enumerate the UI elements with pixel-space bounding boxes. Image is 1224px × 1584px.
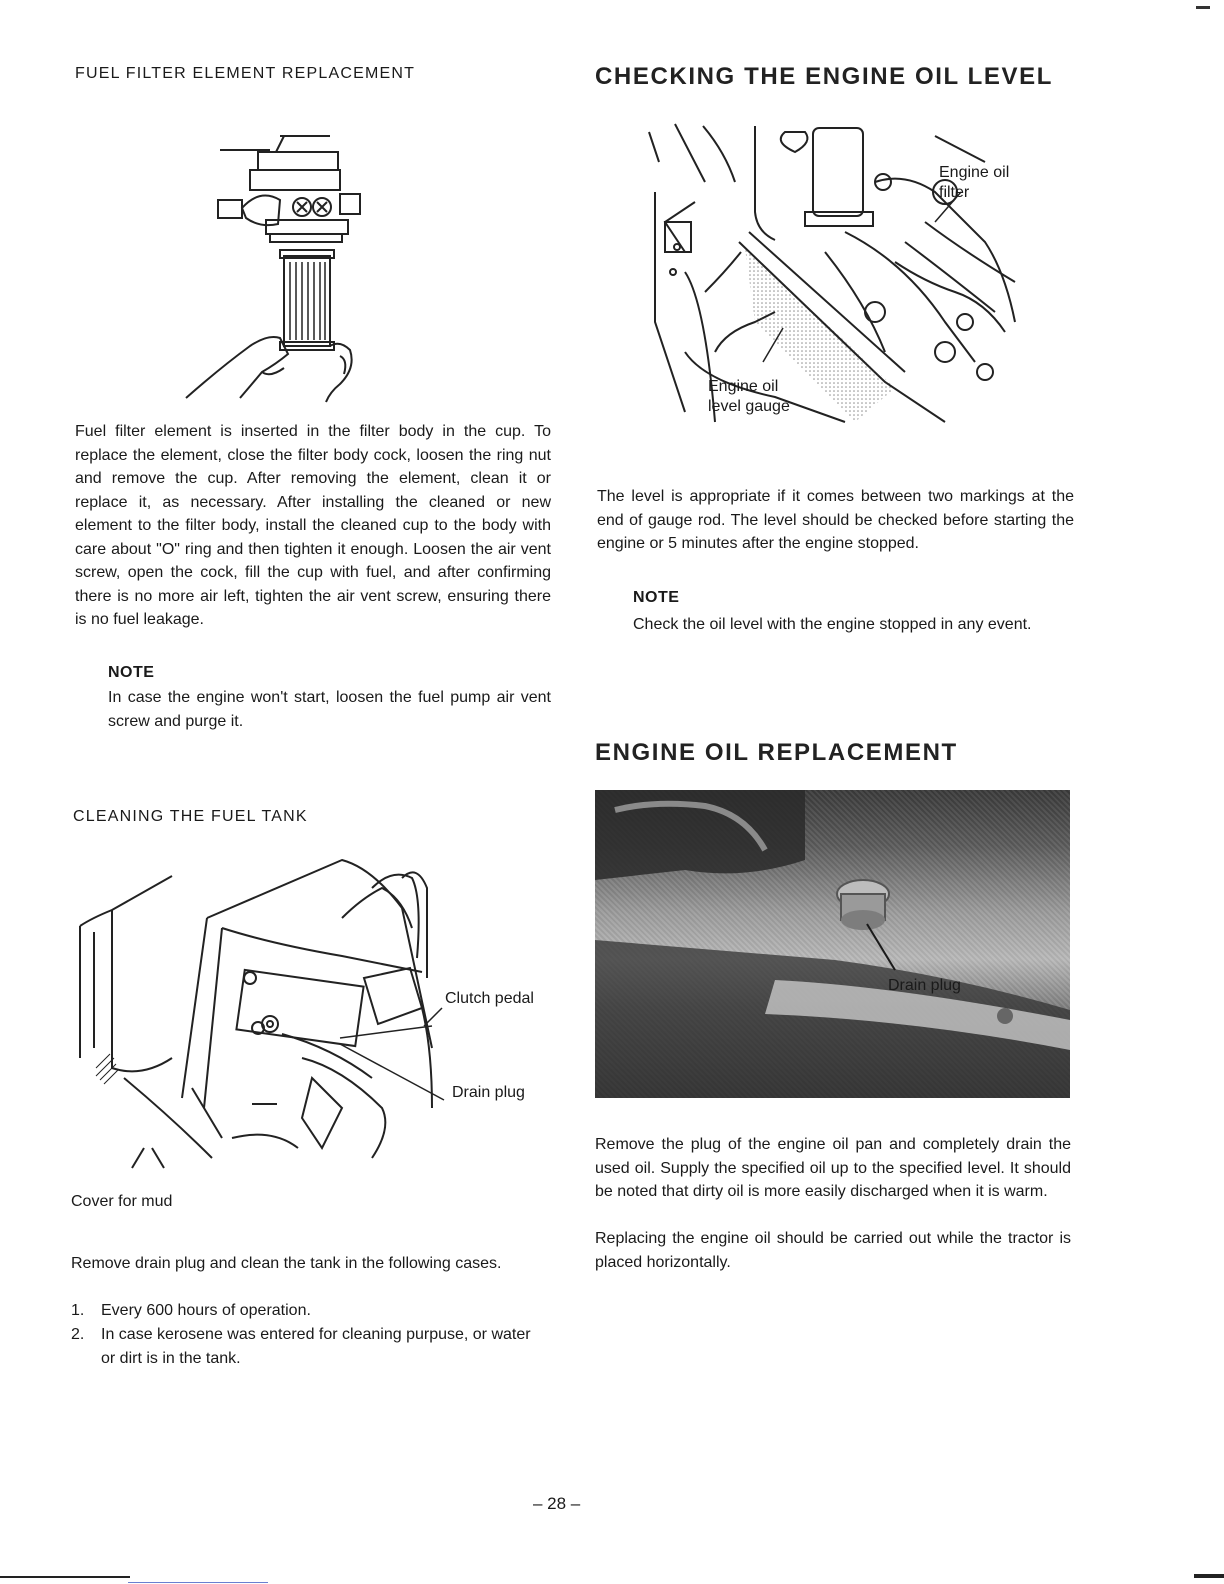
list-item: 2. In case kerosene was entered for cleaning purpuse, or water or dirt is in the tank. [71, 1326, 531, 1367]
fuel-tank-heading: CLEANING THE FUEL TANK [73, 808, 308, 825]
oil-level-heading: CHECKING THE ENGINE OIL LEVEL [595, 63, 1053, 90]
fuel-filter-text: Fuel filter element is inserted in the filter body in the cup. To replace the element, close the filter body cock, loosen the ring nut and remove the cup. After removing the element, clean it or replace it, as necessary. After installing the cleaned or new element to the filter body, install the cleaned cup to the body with care about "O" ring and then tighten it enough. Loosen the air vent screw, open the cock, fill the cup with fuel, and after confirming there is no more air left, tighten the air vent screw, ensuring there is no fuel leakage. [75, 423, 551, 628]
oil-drain-photo-details [595, 790, 1070, 1098]
scan-edge-line [128, 1582, 268, 1583]
oil-replacement-heading: ENGINE OIL REPLACEMENT [595, 739, 958, 766]
fuel-tank-text: Remove drain plug and clean the tank in the following cases. [71, 1255, 502, 1272]
oil-replacement-text-1: Remove the plug of the engine oil pan and completely drain the used oil. Supply the specified oil up to the specified level. It should be noted that dirty oil is more easily discharged when it is warm. [595, 1136, 1071, 1200]
fuel-filter-illustration [180, 128, 380, 413]
oil-drain-photo [595, 790, 1070, 1098]
page-number: – 28 – [533, 1494, 581, 1513]
fuel-filter-note-text: In case the engine won't start, loosen the fuel pump air vent screw and purge it. [108, 689, 551, 730]
tank-drain-plug-label: Drain plug [452, 1084, 525, 1101]
scan-edge-mark [1196, 6, 1210, 9]
fuel-filter-note-heading: NOTE [108, 664, 155, 681]
oil-drain-plug-label: Drain plug [888, 977, 961, 994]
fuel-filter-heading: FUEL FILTER ELEMENT REPLACEMENT [75, 65, 416, 82]
cover-for-mud-label: Cover for mud [71, 1193, 173, 1210]
fuel-tank-steps [71, 1299, 546, 1371]
scan-edge-line [0, 1576, 130, 1578]
list-item: 1. Every 600 hours of operation. [71, 1302, 311, 1319]
fuel-tank-illustration [72, 858, 452, 1188]
oil-gauge-label-line1: Engine oil [708, 378, 779, 395]
clutch-pedal-label: Clutch pedal [445, 990, 534, 1007]
scan-edge-mark [1194, 1574, 1224, 1578]
oil-level-text: The level is appropriate if it comes between two markings at the end of gauge rod. The level should be checked before starting the engine or 5 minutes after the engine stopped. [597, 488, 1074, 552]
oil-level-note-heading: NOTE [633, 589, 680, 606]
oil-filter-label-line2: filter [939, 184, 970, 201]
oil-gauge-label-line2: level gauge [708, 398, 790, 415]
oil-replacement-text-2: Replacing the engine oil should be carried out while the tractor is placed horizontally. [595, 1230, 1071, 1271]
oil-filter-label-line1: Engine oil [939, 164, 1010, 181]
oil-level-note-text: Check the oil level with the engine stopped in any event. [633, 616, 1032, 633]
